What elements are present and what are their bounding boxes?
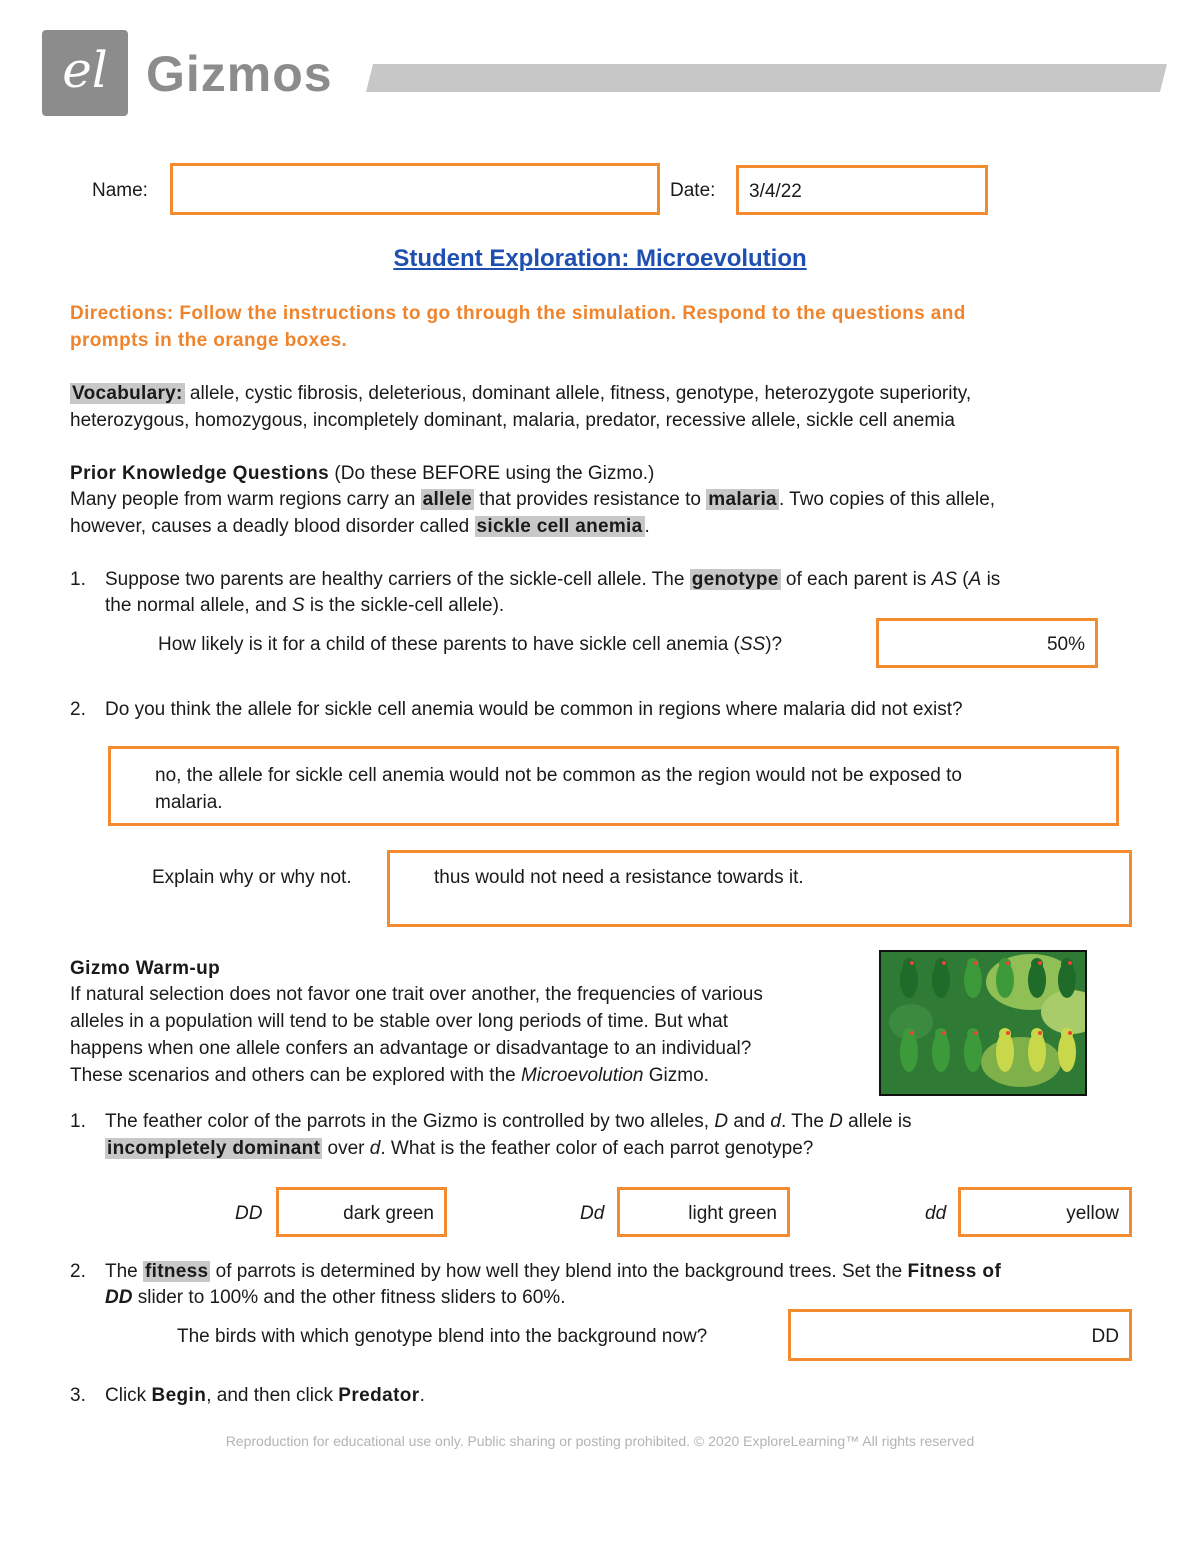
prior-text-4: however, causes a deadly blood disorder called bbox=[70, 516, 475, 537]
warmup-q2-number: 2. bbox=[70, 1261, 86, 1282]
prior-q1-text-f: is the sickle-cell allele). bbox=[304, 595, 505, 616]
prior-text-3: . Two copies of this allele, bbox=[778, 489, 996, 510]
allele-D-2: D bbox=[829, 1111, 843, 1132]
allele-s: S bbox=[291, 595, 305, 616]
prior-q1-text-b: of each parent is bbox=[780, 569, 932, 590]
genotype-dd-bold: DD bbox=[105, 1287, 133, 1308]
prior-q1-answer-box[interactable] bbox=[876, 618, 1098, 668]
genotype-dd-mixed-value: light green bbox=[688, 1203, 777, 1224]
prior-q2-text: Do you think the allele for sickle cell anemia would be common in regions where malaria did not exist? bbox=[105, 699, 963, 720]
term-incompletely-dominant: incompletely dominant bbox=[107, 1138, 321, 1159]
allele-a: A bbox=[968, 569, 982, 590]
parrot-illustration bbox=[881, 952, 1085, 1094]
explain-answer: thus would not need a resistance towards it. bbox=[434, 867, 804, 888]
warmup-q2-answer: DD bbox=[1091, 1326, 1119, 1347]
prior-q2-number: 2. bbox=[70, 699, 86, 720]
warmup-q1-text-f: . What is the feather color of each parrot genotype? bbox=[380, 1138, 814, 1159]
warmup-line-1: If natural selection does not favor one trait over another, the frequencies of various bbox=[70, 984, 763, 1005]
genotype-dd-lower-box[interactable] bbox=[958, 1187, 1132, 1237]
fitness-of-label: Fitness of bbox=[907, 1261, 1002, 1282]
genotype-dd-mixed-box[interactable] bbox=[617, 1187, 790, 1237]
warmup-q1-text-e: over bbox=[322, 1138, 370, 1159]
page-title: Student Exploration: Microevolution bbox=[393, 245, 807, 272]
prior-text-line-1 bbox=[70, 486, 995, 513]
begin-label: Begin bbox=[151, 1385, 207, 1406]
warmup-q1-text-c: allele is bbox=[842, 1111, 912, 1132]
genotype-dd-upper-label: DD bbox=[235, 1203, 263, 1224]
explain-answer-box[interactable] bbox=[387, 850, 1132, 927]
prior-q2-answer-box[interactable] bbox=[108, 746, 1119, 826]
prior-heading: Prior Knowledge Questions bbox=[70, 463, 330, 484]
genotype-dd-upper-box[interactable] bbox=[276, 1187, 447, 1237]
prior-q1-line-2 bbox=[105, 592, 504, 619]
prior-text-2: that provides resistance to bbox=[473, 489, 707, 510]
warmup-line-4 bbox=[70, 1062, 709, 1089]
vocabulary-label: Vocabulary: bbox=[72, 383, 183, 404]
prior-q1-number: 1. bbox=[70, 569, 86, 590]
header-bar bbox=[366, 64, 1167, 92]
warmup-q3-text-a: Click bbox=[105, 1385, 152, 1406]
warmup-q2-text-c: slider to 100% and the other fitness sliders to 60%. bbox=[132, 1287, 566, 1308]
warmup-q3-number: 3. bbox=[70, 1385, 86, 1406]
allele-d: d bbox=[770, 1111, 781, 1132]
prior-text-line-2 bbox=[70, 513, 650, 540]
name-field[interactable] bbox=[170, 163, 660, 215]
genotype-as: AS bbox=[931, 569, 957, 590]
warmup-q2-answer-box[interactable] bbox=[788, 1309, 1132, 1361]
prior-q1-sub-a: How likely is it for a child of these parents to have sickle cell anemia ( bbox=[158, 634, 740, 655]
date-value: 3/4/22 bbox=[749, 181, 802, 202]
warmup-q2-line-1 bbox=[105, 1258, 1001, 1285]
warmup-q3-text-b: , and then click bbox=[206, 1385, 339, 1406]
vocabulary-text-1: allele, cystic fibrosis, deleterious, dominant allele, fitness, genotype, heterozygote superiority, bbox=[184, 383, 972, 404]
warmup-q1-line-1 bbox=[105, 1108, 912, 1135]
warmup-line-2: alleles in a population will tend to be stable over long periods of time. But what bbox=[70, 1011, 729, 1032]
term-sickle-cell-anemia: sickle cell anemia bbox=[476, 516, 643, 537]
predator-label: Predator bbox=[338, 1385, 420, 1406]
warmup-q3-line bbox=[105, 1382, 425, 1409]
explain-label: Explain why or why not. bbox=[152, 867, 352, 888]
directions-line-1: Directions: Follow the instructions to go through the simulation. Respond to the questions and bbox=[70, 303, 966, 324]
allele-D: D bbox=[714, 1111, 729, 1132]
term-genotype: genotype bbox=[691, 569, 779, 590]
genotype-dd-lower-label: dd bbox=[925, 1203, 947, 1224]
term-fitness: fitness bbox=[145, 1261, 209, 1282]
footer-notice: Reproduction for educational use only. Public sharing or posting prohibited. © 2020 ExploreLearning™ All rights reserved bbox=[225, 1433, 975, 1449]
term-malaria: malaria bbox=[708, 489, 777, 510]
name-label: Name: bbox=[92, 180, 148, 201]
directions-line-2: prompts in the orange boxes. bbox=[70, 330, 348, 351]
logo-mark: el bbox=[62, 41, 108, 99]
prior-heading-note: (Do these BEFORE using the Gizmo.) bbox=[329, 463, 655, 484]
genotype-dd-mixed-label: Dd bbox=[580, 1203, 605, 1224]
prior-q1-subquestion bbox=[158, 631, 782, 658]
warmup-line-3: happens when one allele confers an advantage or disadvantage to an individual? bbox=[70, 1038, 752, 1059]
prior-q1-text-c: ( bbox=[957, 569, 969, 590]
genotype-dd-upper-value: dark green bbox=[343, 1203, 434, 1224]
prior-q1-answer: 50% bbox=[1046, 634, 1085, 655]
vocabulary-line-1 bbox=[70, 380, 971, 407]
prior-q1-text-e: the normal allele, and bbox=[105, 595, 292, 616]
brand-name: Gizmos bbox=[146, 46, 333, 102]
warmup-q2-text-b: of parrots is determined by how well they blend into the background trees. Set the bbox=[210, 1261, 908, 1282]
prior-q1-text-a: Suppose two parents are healthy carriers of the sickle-cell allele. The bbox=[105, 569, 690, 590]
warmup-q1-text-a: The feather color of the parrots in the Gizmo is controlled by two alleles, bbox=[105, 1111, 715, 1132]
warmup-line-4b: Gizmo. bbox=[643, 1065, 709, 1086]
genotype-ss: SS bbox=[739, 634, 766, 655]
gizmo-name: Microevolution bbox=[521, 1065, 644, 1086]
prior-q2-answer-line-2: malaria. bbox=[155, 792, 223, 813]
prior-text-1: Many people from warm regions carry an bbox=[70, 489, 421, 510]
warmup-q2-line-2 bbox=[105, 1284, 565, 1311]
warmup-q2-subquestion: The birds with which genotype blend into the background now? bbox=[177, 1326, 708, 1347]
prior-q1-line-1 bbox=[105, 566, 1000, 593]
vocabulary-line-2: heterozygous, homozygous, incompletely dominant, malaria, predator, recessive allele, sickle cell anemia bbox=[70, 410, 955, 431]
allele-d-2: d bbox=[369, 1138, 381, 1159]
date-label: Date: bbox=[670, 180, 716, 201]
warmup-line-4a: These scenarios and others can be explored with the bbox=[70, 1065, 521, 1086]
prior-q1-text-d: is bbox=[981, 569, 1001, 590]
genotype-dd-lower-value: yellow bbox=[1066, 1203, 1119, 1224]
parrot-simulation-image bbox=[879, 950, 1087, 1096]
warmup-q1-text-and: and bbox=[728, 1111, 771, 1132]
term-allele: allele bbox=[422, 489, 472, 510]
date-field[interactable] bbox=[736, 165, 988, 215]
warmup-q1-text-b: . The bbox=[780, 1111, 830, 1132]
warmup-heading: Gizmo Warm-up bbox=[70, 958, 221, 979]
warmup-q3-text-c: . bbox=[419, 1385, 425, 1406]
prior-q2-answer-line-1: no, the allele for sickle cell anemia would not be common as the region would not be exposed to bbox=[155, 765, 962, 786]
warmup-q1-number: 1. bbox=[70, 1111, 86, 1132]
prior-text-5: . bbox=[644, 516, 650, 537]
warmup-q2-text-a: The bbox=[105, 1261, 144, 1282]
logo-badge bbox=[42, 30, 128, 116]
prior-q1-sub-b: )? bbox=[765, 634, 783, 655]
warmup-q1-line-2 bbox=[105, 1135, 813, 1162]
prior-heading-line bbox=[70, 460, 654, 487]
